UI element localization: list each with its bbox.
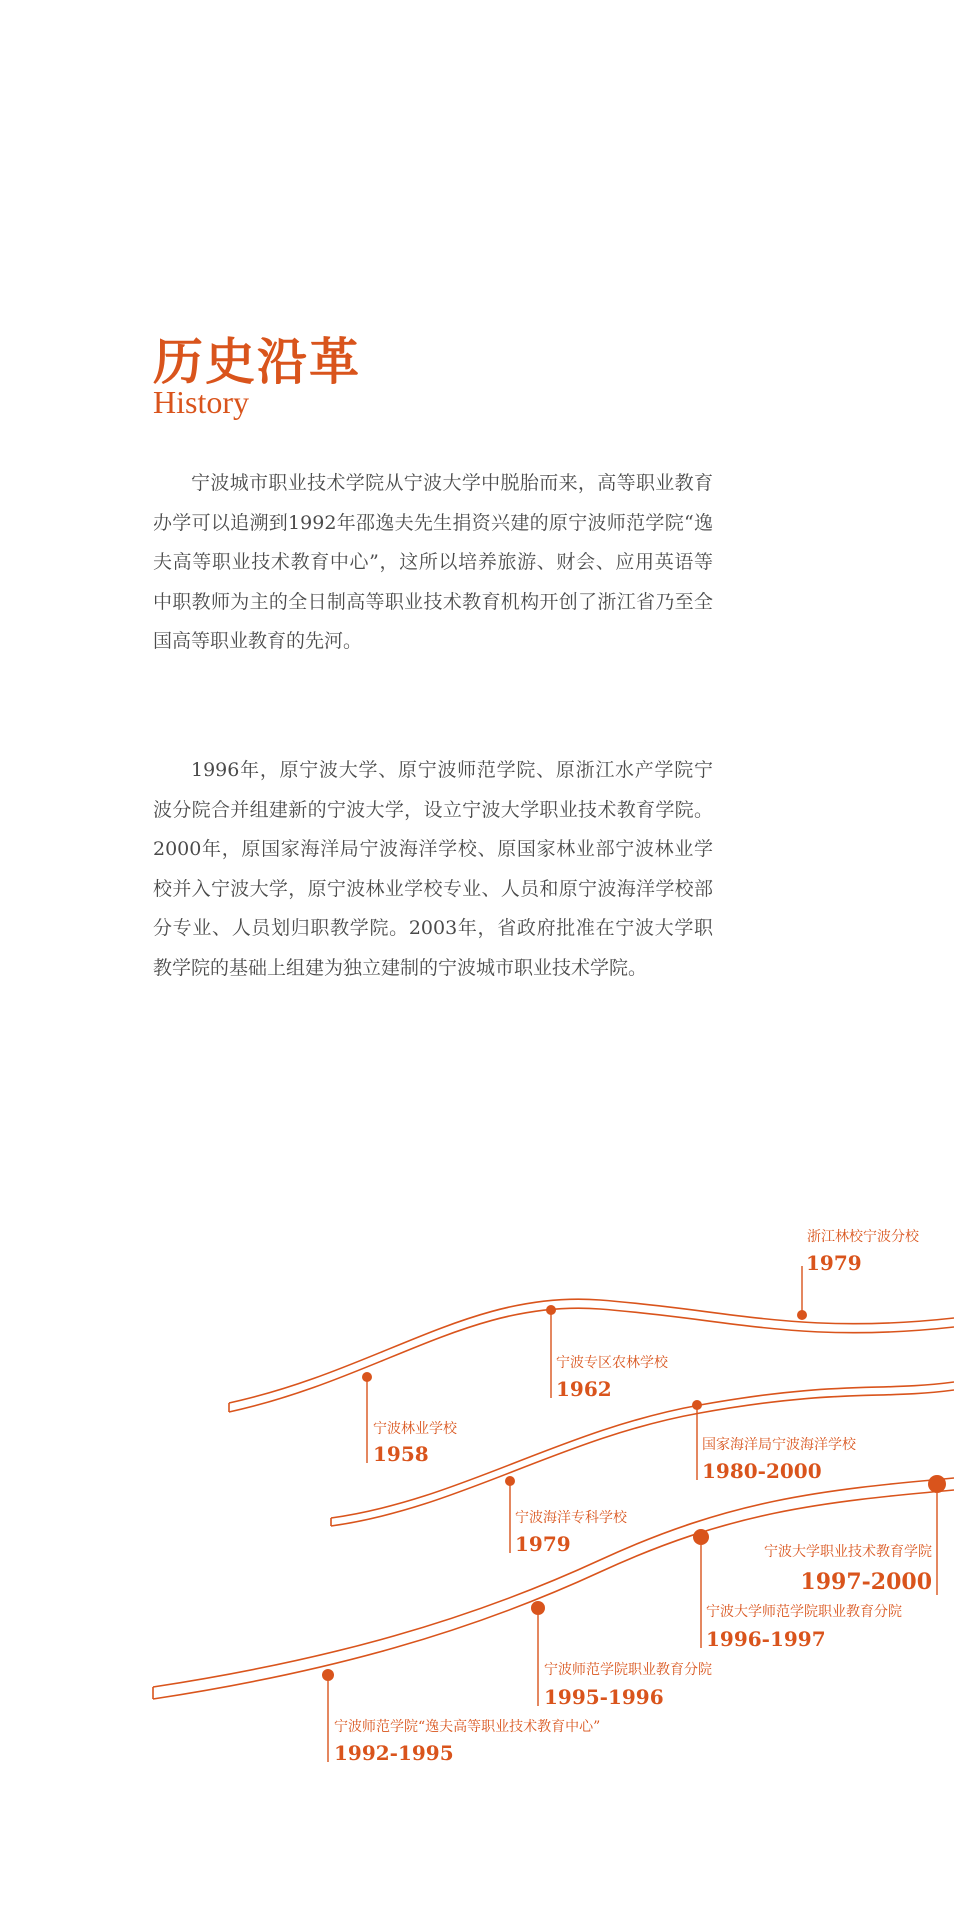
timeline-event-label: 宁波海洋专科学校 — [515, 1510, 627, 1526]
page-title: 历史沿革 — [153, 332, 361, 391]
timeline-event-label: 宁波师范学院职业教育分院 — [544, 1662, 712, 1678]
timeline-event — [505, 1476, 515, 1553]
timeline-event-year: 1995-1996 — [544, 1685, 664, 1709]
timeline-event-year: 1997-2000 — [800, 1569, 932, 1595]
timeline-dot — [693, 1529, 709, 1545]
timeline-event-label: 浙江林校宁波分校 — [807, 1229, 919, 1245]
timeline-event — [692, 1400, 702, 1480]
timeline-dot — [531, 1601, 545, 1615]
timeline-event-year: 1979 — [515, 1532, 571, 1556]
timeline-dot — [797, 1310, 807, 1320]
history-paragraph-2: 1996年，原宁波大学、原宁波师范学院、原浙江水产学院宁波分院合并组建新的宁波大学，设立宁波大学职业技术教育学院。2000年，原国家海洋局宁波海洋学校、原国家林业部宁波林业学校并入宁波大学，原宁波林业学校专业、人员和原宁波海洋学校部分专业、人员划归职教学院。2003年，省政府批准在宁波大学职教学院的基础上组建为独立建制的宁波城市职业技术学院。 — [153, 759, 713, 979]
timeline-event-label: 宁波大学职业技术教育学院 — [764, 1544, 932, 1560]
timeline-event — [546, 1305, 556, 1398]
timeline-event — [362, 1372, 372, 1463]
timeline-event-year: 1979 — [806, 1251, 862, 1275]
timeline-event-label: 宁波专区农林学校 — [556, 1355, 668, 1371]
page-subtitle: History — [153, 384, 249, 420]
timeline-event-label: 宁波师范学院“逸夫高等职业技术教育中心” — [334, 1719, 601, 1735]
timeline-event-year: 1992-1995 — [334, 1741, 454, 1765]
timeline-event-year: 1962 — [556, 1377, 612, 1401]
timeline-dot — [322, 1669, 334, 1681]
timeline-event-year: 1980-2000 — [702, 1459, 822, 1483]
timeline-event-year: 1958 — [373, 1442, 429, 1466]
timeline-event-label: 宁波大学师范学院职业教育分院 — [706, 1604, 902, 1620]
timeline-event — [322, 1669, 334, 1762]
timeline-dot — [928, 1475, 946, 1493]
timeline-event-year: 1996-1997 — [706, 1627, 826, 1651]
timeline-event-label: 国家海洋局宁波海洋学校 — [702, 1437, 856, 1453]
history-paragraph-1: 宁波城市职业技术学院从宁波大学中脱胎而来，高等职业教育办学可以追溯到1992年邵逸夫先生捐资兴建的原宁波师范学院“逸夫高等职业技术教育中心”，这所以培养旅游、财会、应用英语等中职教师为主的全日制高等职业技术教育机构开创了浙江省乃至全国高等职业教育的先河。 — [153, 472, 713, 652]
timeline-event — [531, 1601, 545, 1706]
timeline-event-label: 宁波林业学校 — [373, 1421, 457, 1437]
